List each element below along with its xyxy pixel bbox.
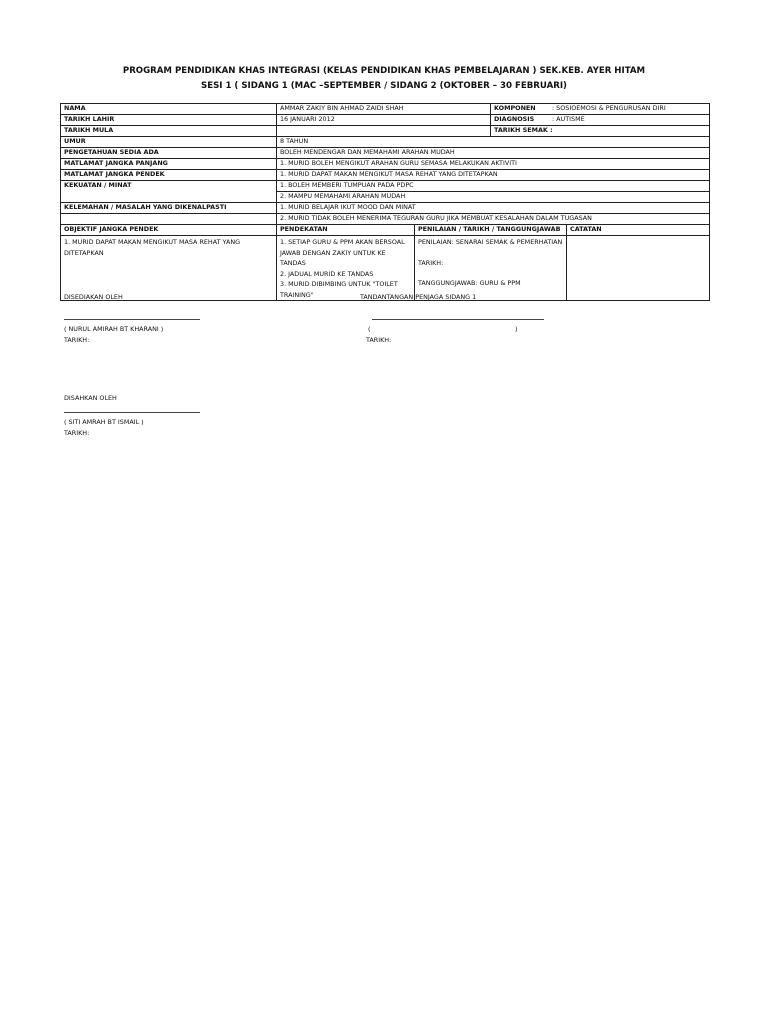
- disahkan-label: DISAHKAN OLEH: [64, 394, 117, 402]
- row-matlamat-panjang: [61, 159, 710, 170]
- penjaga-close-paren: ): [515, 325, 518, 333]
- kelemahan-2-value: 2. MURID TIDAK BOLEH MENERIMA TEGURAN GURU JIKA MEMBUAT KESALAHAN DALAM TUGASAN: [277, 214, 710, 225]
- matlamat-pendek-label: MATLAMAT JANGKA PENDEK: [61, 170, 277, 181]
- umur-value: 8 TAHUN: [277, 137, 710, 148]
- penjaga-signature-line: [372, 319, 544, 320]
- matlamat-pendek-value: 1. MURID DAPAT MAKAN MENGIKUT MASA REHAT YANG DITETAPKAN: [277, 170, 710, 181]
- student-plan-table: [60, 103, 710, 301]
- catatan-header: CATATAN: [567, 225, 710, 236]
- row-pengetahuan: [61, 148, 710, 159]
- document-subtitle: SESI 1 ( SIDANG 1 (MAC –SEPTEMBER / SIDANG 2 (OKTOBER – 30 FEBRUARI): [201, 81, 567, 91]
- penjaga-open-paren: (: [368, 325, 371, 333]
- row-kelemahan-2: [61, 214, 710, 225]
- komponen-label: KOMPONEN: [494, 104, 536, 112]
- penilaian-header: PENILAIAN / TARIKH / TANGGUNGJAWAB: [415, 225, 567, 236]
- tarikh-lahir-label: TARIKH LAHIR: [61, 115, 277, 126]
- tarikh-semak-label: TARIKH SEMAK :: [491, 126, 710, 137]
- penjaga-label: TANDANTANGAN PENJAGA SIDANG 1: [360, 293, 477, 301]
- diagnosis-cell: [491, 115, 710, 126]
- kekuatan-2-value: 2. MAMPU MEMAHAMI ARAHAN MUDAH: [277, 192, 710, 203]
- pengetahuan-label: PENGETAHUAN SEDIA ADA: [61, 148, 277, 159]
- penjaga-tarikh: TARIKH:: [366, 336, 392, 344]
- nama-label: NAMA: [61, 104, 277, 115]
- pengetahuan-value: BOLEH MENDENGAR DAN MEMAHAMI ARAHAN MUDAH: [277, 148, 710, 159]
- row-kelemahan-1: [61, 203, 710, 214]
- catatan-value: [567, 236, 710, 301]
- row-objektif-content: [61, 236, 710, 301]
- objektif-header: OBJEKTIF JANGKA PENDEK: [61, 225, 277, 236]
- pendekatan-cell: [277, 236, 415, 301]
- row-umur: [61, 137, 710, 148]
- disahkan-signature-line: [64, 412, 200, 413]
- row-objektif-header: [61, 225, 710, 236]
- matlamat-panjang-label: MATLAMAT JANGKA PANJANG: [61, 159, 277, 170]
- disediakan-name: ( NURUL AMIRAH BT KHARANI ): [64, 325, 164, 333]
- row-tarikh-mula: [61, 126, 710, 137]
- penilaian-item-3: TANGGUNGJAWAB: GURU & PPM: [418, 279, 521, 287]
- nama-value: AMMAR ZAKIY BIN AHMAD ZAIDI SHAH: [277, 104, 491, 115]
- row-tarikh-lahir: [61, 115, 710, 126]
- kelemahan-1-value: 1. MURID BELAJAR IKUT MOOD DAN MINAT: [277, 203, 710, 214]
- matlamat-panjang-value: 1. MURID BOLEH MENGIKUT ARAHAN GURU SEMASA MELAKUKAN AKTIVITI: [277, 159, 710, 170]
- komponen-value: : SOSIOEMOSI & PENGURUSAN DIRI: [552, 104, 666, 112]
- document-title: PROGRAM PENDIDIKAN KHAS INTEGRASI (KELAS PENDIDIKAN KHAS PEMBELAJARAN ) SEK.KEB. AYER HITAM: [122, 66, 646, 76]
- pendekatan-header: PENDEKATAN: [277, 225, 415, 236]
- kelemahan-label: KELEMAHAN / MASALAH YANG DIKENALPASTI: [61, 203, 277, 214]
- disahkan-name: ( SITI AMRAH BT ISMAIL ): [64, 418, 144, 426]
- tarikh-mula-value: [277, 126, 491, 137]
- penilaian-cell: [415, 236, 567, 301]
- tarikh-lahir-value: 16 JANUARI 2012: [277, 115, 491, 126]
- umur-label: UMUR: [61, 137, 277, 148]
- tarikh-mula-label: TARIKH MULA: [61, 126, 277, 137]
- diagnosis-value: : AUTISME: [552, 115, 585, 123]
- row-matlamat-pendek: [61, 170, 710, 181]
- diagnosis-label: DIAGNOSIS: [494, 115, 535, 123]
- disahkan-tarikh: TARIKH:: [64, 429, 90, 437]
- disediakan-signature-line: [64, 319, 200, 320]
- kekuatan-label: KEKUATAN / MINAT: [61, 181, 277, 203]
- kekuatan-1-value: 1. BOLEH MEMBERI TUMPUAN PADA PDPC: [277, 181, 710, 192]
- row-nama: [61, 104, 710, 115]
- pendekatan-item-2: 2. JADUAL MURID KE TANDAS: [280, 269, 374, 278]
- disediakan-label: DISEDIAKAN OLEH: [64, 293, 123, 301]
- disediakan-tarikh: TARIKH:: [64, 336, 90, 344]
- pendekatan-item-1: 1. SETIAP GURU & PPM AKAN BERSOAL JAWAB DENGAN ZAKIY UNTUK KE TANDAS: [280, 238, 405, 267]
- kelemahan-empty: [61, 214, 277, 225]
- pendekatan-item-3: 3. MURID DIBIMBING UNTUK "TOILET TRAINING": [280, 280, 398, 299]
- objektif-value: 1. MURID DAPAT MAKAN MENGIKUT MASA REHAT YANG DITETAPKAN: [61, 236, 277, 301]
- komponen-cell: [491, 104, 710, 115]
- penilaian-item-2: TARIKH:: [418, 258, 444, 267]
- row-kekuatan-1: [61, 181, 710, 192]
- penilaian-item-1: PENILAIAN: SENARAI SEMAK & PEMERHATIAN: [418, 238, 563, 246]
